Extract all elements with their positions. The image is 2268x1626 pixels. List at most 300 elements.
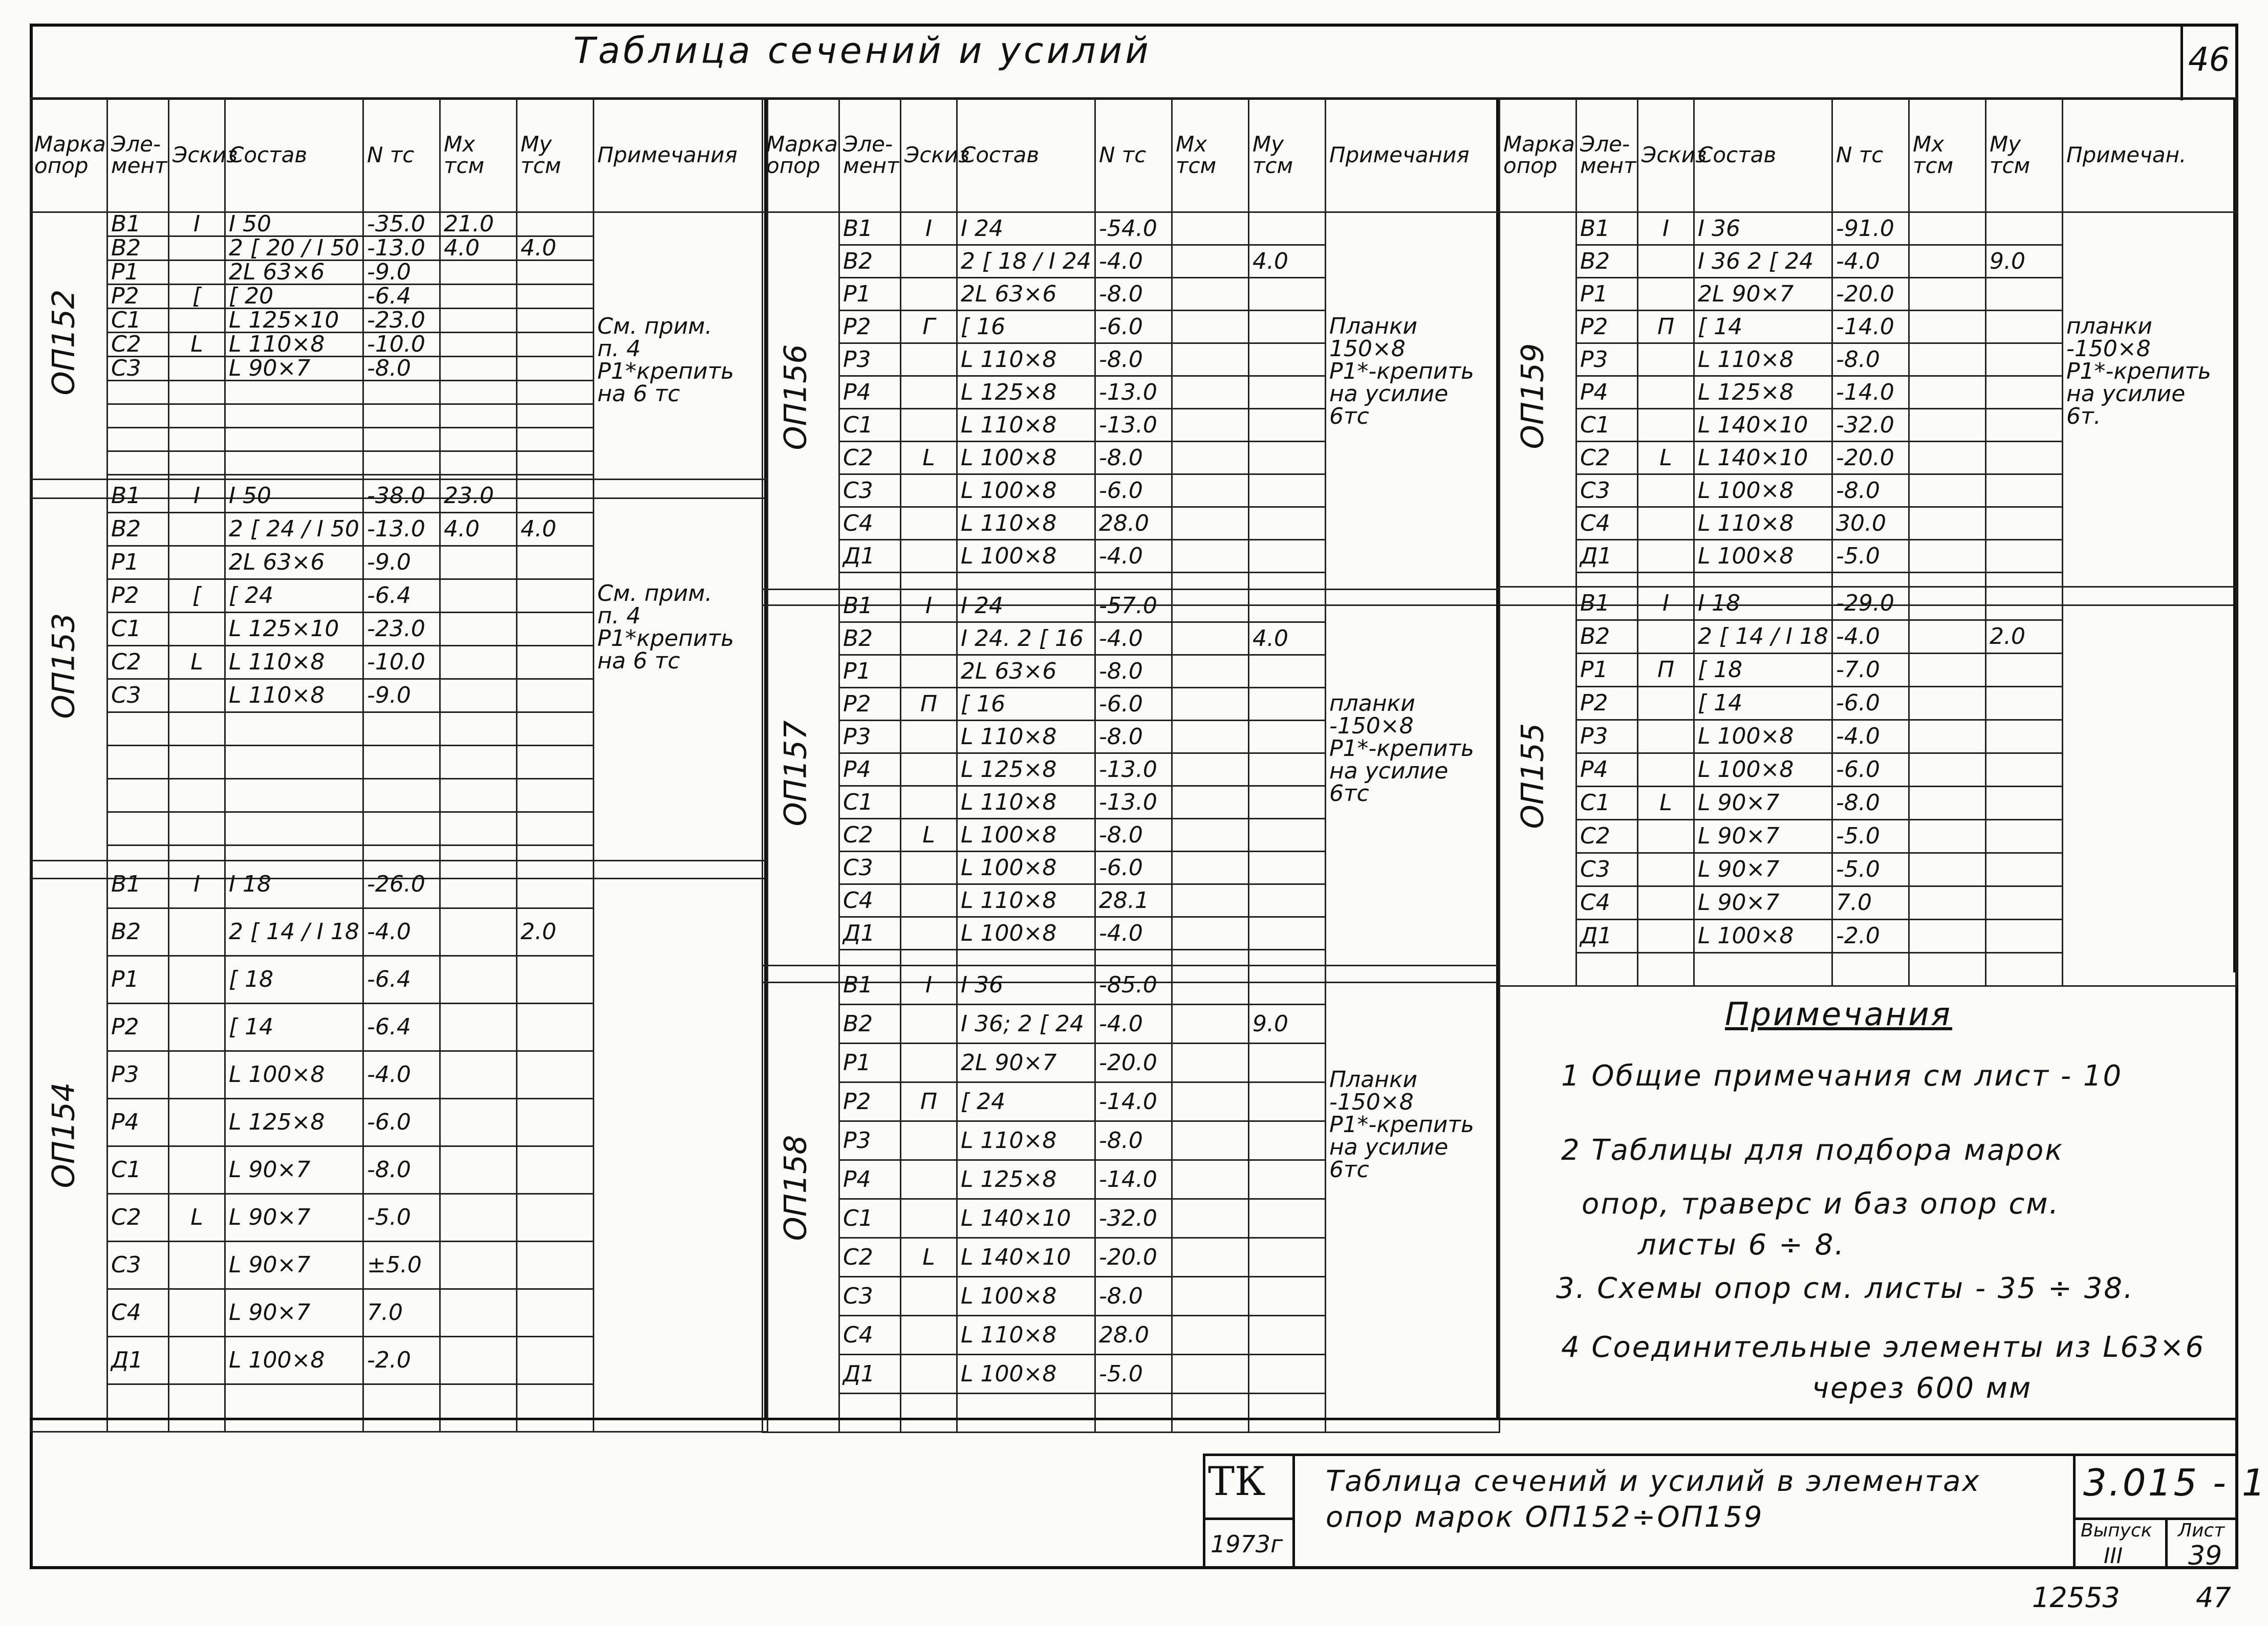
my-cell: [1249, 753, 1326, 786]
my-cell: [1986, 787, 2063, 820]
composition-cell: I 18: [1694, 587, 1832, 620]
stamp-divider-1: [1292, 1454, 1295, 1569]
my-cell: [517, 309, 594, 333]
n-cell: -32.0: [1095, 1199, 1172, 1238]
my-cell: [1986, 212, 2063, 245]
mx-cell: [1909, 853, 1986, 886]
my-cell: [517, 381, 594, 404]
element-cell: С4: [839, 884, 901, 917]
n-cell: -4.0: [1095, 245, 1172, 278]
mx-cell: 4.0: [440, 236, 517, 261]
section-table: [1499, 97, 2237, 606]
mx-cell: [1172, 966, 1249, 1005]
mx-cell: [440, 679, 517, 712]
composition-cell: I 24. 2 [ 16: [957, 622, 1095, 655]
table-row: [1500, 587, 2237, 620]
mx-cell: [440, 1146, 517, 1194]
n-cell: -7.0: [1832, 654, 1909, 687]
mx-cell: [1172, 721, 1249, 753]
element-cell: Р3: [839, 343, 901, 376]
mx-cell: [440, 261, 517, 285]
support-mark: ОП155: [1515, 723, 1551, 829]
mx-cell: [440, 646, 517, 679]
sketch-cell: L: [169, 646, 225, 679]
composition-cell: L 90×7: [225, 357, 363, 381]
n-cell: -5.0: [1832, 540, 1909, 573]
sketch-cell: [901, 852, 957, 884]
composition-cell: 2 [ 18 / I 24: [957, 245, 1095, 278]
table-row: [31, 212, 768, 236]
my-cell: [1249, 212, 1326, 245]
my-cell: [1249, 590, 1326, 622]
mx-cell: [1909, 212, 1986, 245]
stamp-divider-3: [2073, 1454, 2076, 1569]
composition-cell: [225, 812, 363, 845]
element-cell: В1: [107, 861, 169, 908]
my-cell: 9.0: [1986, 245, 2063, 278]
n-cell: [363, 812, 440, 845]
my-cell: [1986, 474, 2063, 507]
mx-cell: [1172, 212, 1249, 245]
element-cell: В1: [839, 966, 901, 1005]
n-cell: -4.0: [1832, 620, 1909, 654]
composition-cell: 2L 63×6: [225, 261, 363, 285]
element-cell: Р1: [1576, 654, 1638, 687]
sketch-cell: [169, 1242, 225, 1289]
composition-cell: [225, 428, 363, 451]
my-cell: [517, 613, 594, 646]
notes-item-2c: листы 6 ÷ 8.: [1638, 1228, 1846, 1262]
bottom-divider: [30, 1418, 2238, 1420]
stamp-divider-2: [1203, 1517, 1292, 1520]
composition-cell: 2 [ 20 / I 50: [225, 236, 363, 261]
element-cell: Р1: [107, 261, 169, 285]
support-mark-cell: [31, 861, 107, 1432]
mx-cell: [1909, 409, 1986, 442]
composition-cell: I 36: [957, 966, 1095, 1005]
my-cell: [517, 679, 594, 712]
mx-cell: [440, 1099, 517, 1146]
section-table: [30, 860, 768, 1433]
element-cell: С4: [107, 1289, 169, 1337]
stamp-year: 1973г: [1211, 1530, 1283, 1558]
element-cell: С2: [839, 1238, 901, 1277]
composition-cell: [225, 381, 363, 404]
my-cell: [1986, 654, 2063, 687]
composition-cell: L 140×10: [1694, 409, 1832, 442]
my-cell: [517, 480, 594, 513]
mx-cell: [1909, 474, 1986, 507]
n-cell: -9.0: [363, 261, 440, 285]
composition-cell: L 90×7: [1694, 853, 1832, 886]
support-group-4: [762, 589, 1499, 965]
n-cell: -6.4: [363, 956, 440, 1004]
composition-cell: I 36; 2 [ 24: [957, 1005, 1095, 1044]
my-cell: [1986, 886, 2063, 920]
sketch-cell: [169, 1337, 225, 1384]
header-notes_short: Примечан.: [2063, 98, 2237, 212]
n-cell: -14.0: [1832, 376, 1909, 409]
element-cell: С4: [839, 1316, 901, 1355]
element-cell: С1: [1576, 787, 1638, 820]
my-cell: [517, 404, 594, 428]
stamp-title: Таблица сечений и усилий в элементах опор марок ОП152÷ОП159: [1326, 1465, 1981, 1534]
sketch-cell: П: [901, 1082, 957, 1121]
element-cell: Р2: [839, 688, 901, 721]
element-cell: Р1: [107, 546, 169, 579]
composition-cell: L 90×7: [1694, 820, 1832, 853]
mx-cell: [440, 1004, 517, 1051]
sketch-cell: [1638, 820, 1694, 853]
sketch-cell: I: [901, 212, 957, 245]
my-cell: [517, 956, 594, 1004]
n-cell: -6.4: [363, 1004, 440, 1051]
n-cell: -8.0: [1095, 343, 1172, 376]
n-cell: ±5.0: [363, 1242, 440, 1289]
my-cell: [517, 428, 594, 451]
sketch-cell: [901, 622, 957, 655]
mx-cell: [440, 404, 517, 428]
composition-cell: L 100×8: [225, 1337, 363, 1384]
n-cell: -8.0: [1095, 655, 1172, 688]
my-cell: 4.0: [517, 236, 594, 261]
mx-cell: [1909, 687, 1986, 720]
my-cell: [517, 333, 594, 357]
mx-cell: [1172, 507, 1249, 540]
sketch-cell: [169, 812, 225, 845]
n-cell: -20.0: [1095, 1044, 1172, 1082]
composition-cell: [225, 404, 363, 428]
element-cell: С2: [1576, 442, 1638, 474]
mx-cell: [1172, 1355, 1249, 1394]
issue-value: III: [2104, 1543, 2123, 1568]
support-group-6: [1499, 97, 2236, 586]
element-cell: С2: [839, 819, 901, 852]
n-cell: -13.0: [363, 513, 440, 546]
sketch-cell: [901, 1160, 957, 1199]
composition-cell: L 100×8: [957, 442, 1095, 474]
my-cell: [1986, 920, 2063, 953]
my-cell: [1249, 1238, 1326, 1277]
my-cell: [517, 712, 594, 746]
element-cell: С1: [107, 613, 169, 646]
support-mark: ОП153: [46, 613, 82, 719]
n-cell: -5.0: [363, 1194, 440, 1242]
sketch-cell: L: [1638, 442, 1694, 474]
composition-cell: L 110×8: [957, 721, 1095, 753]
sheet-label: Лист: [2178, 1520, 2225, 1541]
sketch-cell: [901, 1199, 957, 1238]
n-cell: -13.0: [1095, 753, 1172, 786]
composition-cell: L 125×8: [957, 1160, 1095, 1199]
sketch-cell: [169, 1146, 225, 1194]
my-cell: [1249, 884, 1326, 917]
header-sketch: Эскиз: [901, 98, 957, 212]
my-cell: [517, 357, 594, 381]
mx-cell: [1909, 720, 1986, 753]
stamp-divider-5: [2165, 1517, 2168, 1569]
my-cell: 9.0: [1249, 1005, 1326, 1044]
composition-cell: [ 24: [225, 579, 363, 613]
element-cell: С2: [107, 333, 169, 357]
mx-cell: [440, 546, 517, 579]
notes-item-2b: опор, траверс и баз опор см.: [1582, 1187, 2060, 1221]
sketch-cell: [1638, 376, 1694, 409]
n-cell: -9.0: [363, 546, 440, 579]
my-cell: [1249, 343, 1326, 376]
element-cell: [107, 812, 169, 845]
notes-item-4b: через 600 мм: [1812, 1372, 2033, 1405]
n-cell: -8.0: [1095, 1121, 1172, 1160]
n-cell: [363, 712, 440, 746]
element-cell: С2: [107, 1194, 169, 1242]
section-table: [30, 479, 768, 879]
my-cell: [1249, 1355, 1326, 1394]
n-cell: [363, 428, 440, 451]
sketch-cell: [1638, 343, 1694, 376]
element-cell: Д1: [839, 1355, 901, 1394]
mx-cell: [440, 309, 517, 333]
composition-cell: L 125×8: [1694, 376, 1832, 409]
header-notes: Примечания: [594, 98, 768, 212]
sketch-cell: [169, 261, 225, 285]
element-cell: В2: [107, 236, 169, 261]
n-cell: -6.0: [1832, 687, 1909, 720]
my-cell: [1986, 343, 2063, 376]
mx-cell: [1909, 820, 1986, 853]
notes-item-3: 3. Схемы опор см. листы - 35 ÷ 38.: [1556, 1272, 2134, 1305]
my-cell: [517, 1337, 594, 1384]
table-row: [763, 590, 1500, 622]
composition-cell: 2L 63×6: [225, 546, 363, 579]
my-cell: [1986, 376, 2063, 409]
sketch-cell: [1638, 474, 1694, 507]
sketch-cell: [1638, 953, 1694, 986]
support-mark-cell: [31, 480, 107, 879]
my-cell: [1986, 753, 2063, 787]
my-cell: [1249, 376, 1326, 409]
element-cell: Д1: [839, 917, 901, 950]
element-cell: С3: [1576, 474, 1638, 507]
element-cell: Р2: [839, 311, 901, 343]
element-cell: Р4: [839, 753, 901, 786]
element-cell: С3: [839, 852, 901, 884]
sketch-cell: I: [901, 966, 957, 1005]
composition-cell: L 90×7: [225, 1289, 363, 1337]
composition-cell: L 110×8: [225, 679, 363, 712]
element-cell: [107, 428, 169, 451]
sheet-number: 46: [2188, 41, 2230, 79]
support-mark: ОП154: [46, 1082, 82, 1188]
mx-cell: [1172, 1082, 1249, 1121]
sketch-cell: [169, 357, 225, 381]
composition-cell: [225, 779, 363, 812]
element-cell: С3: [839, 474, 901, 507]
sketch-cell: [169, 908, 225, 956]
n-cell: -6.4: [363, 579, 440, 613]
element-cell: С4: [1576, 507, 1638, 540]
mx-cell: 21.0: [440, 212, 517, 236]
element-cell: Р3: [839, 721, 901, 753]
notes-item-1: 1 Общие примечания см лист - 10: [1561, 1059, 2123, 1093]
sketch-cell: [169, 613, 225, 646]
inventory-number: 12553: [2032, 1581, 2120, 1614]
composition-cell: [ 20: [225, 285, 363, 309]
my-cell: 2.0: [1986, 620, 2063, 654]
composition-cell: [ 24: [957, 1082, 1095, 1121]
n-cell: -38.0: [363, 480, 440, 513]
sketch-cell: [901, 721, 957, 753]
composition-cell: L 100×8: [957, 852, 1095, 884]
sketch-cell: I: [1638, 587, 1694, 620]
composition-cell: L 125×8: [957, 753, 1095, 786]
organization-mark: ТК: [1208, 1459, 1266, 1505]
element-cell: С1: [1576, 409, 1638, 442]
remark-cell: Планки 150×8 Р1*-крепить на усилие 6тс: [1326, 212, 1500, 605]
sketch-cell: I: [169, 212, 225, 236]
my-cell: [1249, 819, 1326, 852]
element-cell: Р2: [107, 285, 169, 309]
n-cell: -6.4: [363, 285, 440, 309]
section-table: [30, 97, 768, 499]
element-cell: В2: [1576, 620, 1638, 654]
composition-cell: I 50: [225, 480, 363, 513]
element-cell: [107, 712, 169, 746]
element-cell: Р1: [107, 956, 169, 1004]
my-cell: [517, 579, 594, 613]
element-cell: В1: [107, 480, 169, 513]
composition-cell: L 100×8: [1694, 540, 1832, 573]
n-cell: -14.0: [1095, 1160, 1172, 1199]
support-group-5: [762, 965, 1499, 1418]
sketch-cell: [901, 540, 957, 573]
composition-cell: [225, 746, 363, 779]
sketch-cell: [1638, 853, 1694, 886]
sketch-cell: П: [1638, 311, 1694, 343]
support-mark: ОП156: [777, 344, 814, 450]
n-cell: -10.0: [363, 646, 440, 679]
composition-cell: L 110×8: [225, 646, 363, 679]
sketch-cell: П: [1638, 654, 1694, 687]
composition-cell: I 24: [957, 590, 1095, 622]
sketch-cell: [901, 376, 957, 409]
element-cell: Р1: [839, 655, 901, 688]
my-cell: [1249, 688, 1326, 721]
composition-cell: 2 [ 24 / I 50: [225, 513, 363, 546]
composition-cell: L 100×8: [957, 540, 1095, 573]
composition-cell: L 90×7: [225, 1146, 363, 1194]
support-mark-cell: [1500, 212, 1576, 605]
element-cell: С1: [839, 1199, 901, 1238]
sketch-cell: [1638, 753, 1694, 787]
my-cell: [1986, 820, 2063, 853]
my-cell: [1249, 1082, 1326, 1121]
sketch-cell: [1638, 540, 1694, 573]
table-row: [1500, 212, 2237, 245]
composition-cell: L 90×7: [225, 1194, 363, 1242]
mx-cell: [1172, 655, 1249, 688]
element-cell: С1: [839, 786, 901, 819]
section-table: [1499, 586, 2237, 987]
sketch-cell: [901, 1355, 957, 1394]
element-cell: Р2: [107, 579, 169, 613]
remark-cell: планки -150×8 Р1*-крепить на усилие 6тс: [1326, 590, 1500, 983]
remark-cell: планки -150×8 Р1*-крепить на усилие 6т.: [2063, 212, 2237, 605]
n-cell: -8.0: [1095, 1277, 1172, 1316]
mx-cell: [1172, 753, 1249, 786]
n-cell: -8.0: [1095, 721, 1172, 753]
my-cell: [1249, 966, 1326, 1005]
n-cell: -20.0: [1832, 442, 1909, 474]
element-cell: С2: [107, 646, 169, 679]
my-cell: [1249, 1277, 1326, 1316]
n-cell: -8.0: [1832, 787, 1909, 820]
n-cell: -4.0: [1832, 245, 1909, 278]
n-cell: -13.0: [1095, 786, 1172, 819]
mx-cell: [1909, 587, 1986, 620]
element-cell: Р2: [1576, 311, 1638, 343]
composition-cell: L 110×8: [957, 409, 1095, 442]
n-cell: 28.0: [1095, 507, 1172, 540]
n-cell: 7.0: [1832, 886, 1909, 920]
composition-cell: [ 18: [225, 956, 363, 1004]
element-cell: Д1: [1576, 540, 1638, 573]
mx-cell: [440, 285, 517, 309]
my-cell: [1249, 917, 1326, 950]
mx-cell: [1909, 753, 1986, 787]
sheet-value: 39: [2188, 1541, 2222, 1571]
n-cell: -4.0: [363, 908, 440, 956]
my-cell: [1986, 311, 2063, 343]
element-cell: С3: [107, 357, 169, 381]
n-cell: -8.0: [1095, 819, 1172, 852]
mx-cell: [440, 333, 517, 357]
my-cell: [1249, 852, 1326, 884]
composition-cell: I 36 2 [ 24: [1694, 245, 1832, 278]
n-cell: -8.0: [363, 357, 440, 381]
my-cell: [517, 285, 594, 309]
mx-cell: [1172, 343, 1249, 376]
n-cell: -9.0: [363, 679, 440, 712]
mx-cell: [1172, 442, 1249, 474]
n-cell: -13.0: [1095, 409, 1172, 442]
mx-cell: [1172, 1199, 1249, 1238]
element-cell: С1: [839, 409, 901, 442]
my-cell: [1986, 442, 2063, 474]
n-cell: -6.0: [363, 1099, 440, 1146]
element-cell: [107, 746, 169, 779]
my-cell: [517, 546, 594, 579]
header-sketch: Эскиз: [1638, 98, 1694, 212]
my-cell: [517, 746, 594, 779]
n-cell: -8.0: [1095, 278, 1172, 311]
mx-cell: [440, 428, 517, 451]
sketch-cell: [169, 712, 225, 746]
n-cell: -6.0: [1832, 753, 1909, 787]
composition-cell: 2L 90×7: [1694, 278, 1832, 311]
mx-cell: [1172, 1160, 1249, 1199]
n-cell: -4.0: [1095, 1005, 1172, 1044]
element-cell: С1: [107, 309, 169, 333]
my-cell: [1249, 1394, 1326, 1433]
my-cell: [517, 1289, 594, 1337]
mx-cell: 23.0: [440, 480, 517, 513]
support-mark: ОП152: [46, 289, 82, 395]
sketch-cell: [169, 1099, 225, 1146]
sketch-cell: [169, 779, 225, 812]
composition-cell: L 140×10: [1694, 442, 1832, 474]
composition-cell: [ 14: [1694, 687, 1832, 720]
